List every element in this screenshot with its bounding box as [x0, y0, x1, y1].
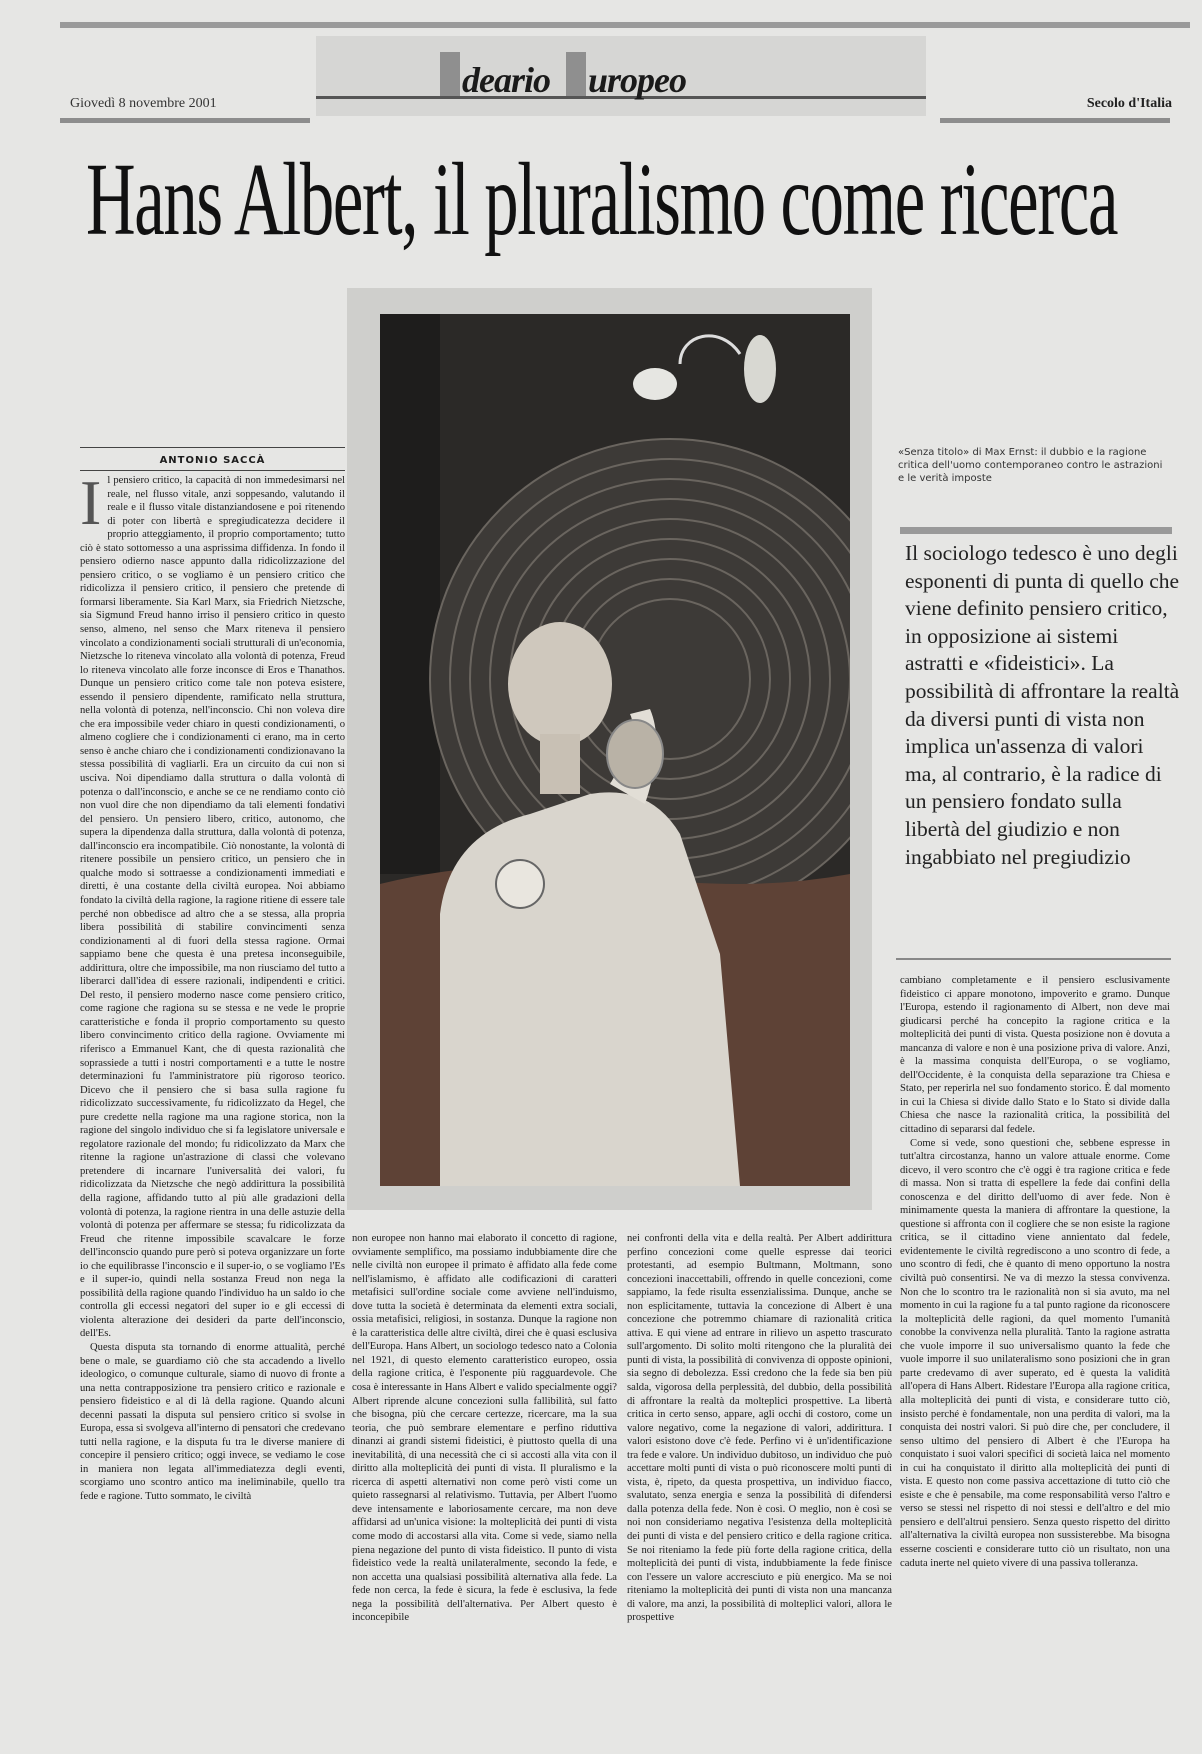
- column-rule: [896, 958, 1171, 960]
- pull-quote-rule: [900, 527, 1172, 534]
- section-initial-block-e: [566, 52, 586, 96]
- top-rule: [60, 22, 1190, 28]
- article-column-3: [627, 1232, 892, 1722]
- paragraph: Questa disputa sta tornando di enorme attualità, perché bene o male, se guardiamo ciò che sta accadendo a livello ideologico, o comunque culturale, siamo di nuovo di fronte a una netta contrapposizione tra pensiero critico e razionale e pensiero fideistico e al di là della ragione. Quando alcuni decenni passati la disputa sul pensiero critico si svolse in Europa, essa si svolgeva all'interno di pensatori che credevano tutti nella ragione, e la disputa fu tra le diverse maniere di concepire il pensiero critico; oggi invece, se vediamo le cose in maniera non legata all'immediatezza degli eventi, scorgiamo uno scontro antico ma ineliminabile, quello tra fede e ragione. Tutto sommato, le civiltà: [80, 1342, 345, 1503]
- byline-box: [80, 447, 345, 471]
- paragraph: Come si vede, sono questioni che, sebbene espresse in tutt'altra circostanza, hanno un valore attuale enorme. Come dicevo, il vero scontro che c'è oggi è tra ragione critica e fede di massa. Non si tratta di espellere la fede dai confini della conoscenza e del diritto dell'uomo di aver fede. Non è minimamente questa la maniera di affrontare la questione, la questione si affronta con il cogliere che se non esiste la ragione critica, se il cittadino viene annientato dal fedele, evidentemente le civiltà regrediscono a uno scontro di fede, a uno scontro di fedi, che è quanto di meno opportuno la nostra civiltà può consentirsi. Ne va di mezzo la stessa convivenza. Non che lo scontro tra le razionalità non si sia avuto, ma nel momento in cui la ragione fu a tal punto ragione da riconoscere la molteplicità delle ragioni, da quel momento l'umanità conobbe la convivenza nella pluralità. Tanto la ragione astratta che vuole imporre il suo universalismo quanto la fede che vuole imporre il suo unilateralismo sono posizioni che in gran parte credevamo di aver superato, ed è questa la validità all'opera di Hans Albert. Ridestare l'Europa alla ragione critica, alla molteplicità dei punti di vista, e considerare tutto ciò, insisto perché è fondamentale, non una perdita di valori, ma la conquista dei nostri valori. Si può dire che, per concludere, il senso ultimo del pensiero di Albert è che l'Europa ha conquistato i suoi valori specifici di società laica nel momento in cui ha conquistato il diritto alla molteplicità dei punti di vista. E questo non come passiva accettazione di tutto ciò che esiste e che è pensabile, ma come responsabilità verso l'altro e verso se stessi nel rispetto di noi stessi e dell'altro e del mio pensiero e dell'altrui pensiero. Senza questo rispetto del diritto all'alternativa la civiltà europea non sussisterebbe. Ma bisogna esserne coscienti e considerare tutto ciò un risultato, non una caduta inerte nel quieto vivere di una passiva tolleranza.: [900, 1137, 1170, 1569]
- article-column-2: [352, 1232, 617, 1722]
- drop-cap: I: [80, 474, 102, 538]
- paragraph: non europee non hanno mai elaborato il concetto di ragione, ovviamente semplifico, ma possiamo indubbiamente dire che nelle civiltà non europee il primato è affidato alla fede come nell'islamismo, è affidato alle codificazioni di caratteri metafisici sull'ordine sociale come avviene nell'induismo, dove tutta la società è determinata da elementi extra sociali, ossia metafisici, religiosi, in sostanza. Dunque la ragione non è la caratteristica delle altre civiltà, direi che è quasi esclusiva dell'Europa. Hans Albert, un sociologo tedesco nato a Colonia nel 1921, di questo elemento caratteristico europeo, ossia della ragione critica, è l'esponente più ragguardevole. Che cosa è interessante in Hans Albert e valido specialmente oggi? Albert riprende alcune concezioni sulla fallibilità, sul fatto che bisogna, più che cercare certezze, ricercare, ma la sua teoria, che può sembrare elementare e perfino riduttiva dinanzi ai grandi sistemi fideistici, è piuttosto quella di una inevitabilità, di una necessità che ci si accosti alla vita con il diritto alla molteplicità dei punti di vista. Il pluralismo e la ricerca di aspetti alternativi non come però visti come un quieto rassegnarsi al relativismo. Tuttavia, per Albert l'uomo deve intensamente e laboriosamente cercare, ma non deve affidarsi ad un'unica visione: la molteplicità dei punti di vista come modo di accostarsi alla vita. Come si vede, siamo nella piena negazione del punto di vista fideistico. Il punto di vista fideistico vede la realtà unilateralmente, secondo la fede, e non accetta una qualsiasi possibilità alternativa alla fede. La fede non cerca, la fede è sicura, la fede è esclusiva, la fede nega la possibilità dell'alternativa. Per Albert questo è inconcepibile: [352, 1233, 617, 1624]
- header-rule-right: [940, 118, 1170, 123]
- issue-date: Giovedì 8 novembre 2001: [70, 96, 217, 111]
- section-title: [440, 52, 686, 101]
- byline: ANTONIO SACCÀ: [159, 455, 266, 466]
- headline: Hans Albert, il pluralismo come ricerca: [86, 142, 1118, 257]
- section-initial-block-i: [440, 52, 460, 96]
- section-word-1: deario: [462, 60, 550, 100]
- paragraph: l pensiero critico, la capacità di non immedesimarsi nel reale, nel flusso vitale, anzi soppesando, valutando il reale e il flusso vitale distanziandosene e poi ritenendo di poter con libertà e spregiudicatezza decidere il proprio atteggiamento, il proprio comportamento; tutto ciò è stato sottomesso a una asprissima diffidenza. In fondo il pensiero odierno nasce appunto dalla ridicolizzazione del pensiero critico, o se vogliamo è un pensiero critico che ridicolizza il pensiero critico, il pensiero che pretende di formarsi liberamente. Sia Karl Marx, sia Friedrich Nietzsche, sia Sigmund Freud hanno irriso il pensiero critico in questo senso, almeno, nel senso che Marx riteneva il pensiero vincolato a condizionamenti sociali strutturali di un'economia, Nietzsche lo riteneva vincolato alla volontà di potenza, Freud lo riteneva vincolato alle forze inconsce di Eros e Thanathos. Dunque un pensiero critico come tale non poteva esistere, essendo il pensiero dipendente, ramificato nella struttura, nella volontà di potenza, nell'inconscio. Chi non voleva dire che era impossibile veder chiaro in questi condizionamenti, o almeno cogliere che i condizionamenti ci erano, ma in certo senso è anche chiaro che i condizionamenti condizionavano la stessa possibilità di vagliarli. Era un circuito da cui non si usciva. Noi dipendiamo dalla struttura o dalla volontà di potenza o dall'inconscio, e anche se ce ne rendiamo conto ciò non vuol dire che non dipendiamo da tali elementi fondativi del pensiero. Un pensiero libero, critico, autonomo, che supera la dipendenza dalla struttura, dalla volontà di potenza, dall'inconscio era incompatibile. Ciò nonostante, la volontà di ritenere possibile un pensiero critico, un pensiero che in qualche modo si sottraesse a condizionamenti immediati e diretti, è una costante della civiltà europea. Noi abbiamo fondato la civiltà della ragione, la ragione ritiene di essere tale perché non obbedisce ad altro che a se stessa, alla propria libera possibilità di stabilire convincimenti senza condizionamenti al di fuori della stessa ragione. Ormai sappiamo bene che questa è una pretesa inconseguibile, addirittura, oltre che impossibile, ma non riusciamo del tutto a liberarci dall'idea di essere razionali, indipendenti e critici. Del resto, il pensiero moderno nasce come pensiero critico, come ragione che ragiona su se stessa e ne vede le proprie caratteristiche e fonda il proprio comportamento su questo libero convincimento critico della ragione. Ovviamente mi riferisco a Emmanuel Kant, che di questa razionalità che soprassiede a tutti i nostri comportamenti e a tutte le nostre determinazioni fu l'amministratore più rigoroso teorico. Dicevo che il pensiero che si basa sulla ragione fu ridicolizzato successivamente, fu ridicolizzato da Hegel, che pure credette nella ragione ma una ragione storica, non la ragione del singolo individuo che si fa legislatore universale e regolatore razionale del mondo; fu ridicolizzato da Marx che ritenne la ragione un'astrazione di classi che volevano pretendere di incarnare l'universalità dei valori, fu ridicolizzata da Nietzsche che negò addirittura la possibilità della ragione, affidando tutto al più alle gradazioni della volontà di potenza, la ragione rientra in una delle astuzie della volontà di potenza per affermare se stessa; fu ridicolizzata da Freud che ritenne impossibile scavalcare le forze dell'inconscio quando pure però si poteva organizzare un forte io che equilibrasse l'inconscio e il super-io, o se vogliamo l'Es e il super-io, quindi nella sostanza Freud non nega la possibilità della ragione quando l'individuo ha un saldo io che controlla gli eccessi negatori del super io e gli eccessi di violenta alterazione dei desideri da parte dell'inconscio, dell'Es.: [80, 475, 345, 1340]
- pull-quote: Il sociologo tedesco è uno degli esponenti di punta di quello che viene definito pensiero critico, in opposizione ai sistemi astratti e «fideistici». La possibilità di affrontare la realtà da diversi punti di vista non implica un'assenza di valori ma, al contrario, è la radice di un pensiero fondato sulla libertà del giudizio e non ingabbiato nel pregiudizio: [905, 541, 1180, 869]
- paragraph: cambiano completamente e il pensiero esclusivamente fideistico ci appare monotono, impoverito e gramo. Dunque l'Europa, estendo il ragionamento di Albert, non deve mai giudicarsi perché ha concepito la ragione critica e la molteplicità dei punti di vista. Questa posizione non è dovuta a mancanza di valore e non è una posizione priva di valore. Anzi, è la massima conquista dell'Europa, o se vogliamo, dell'Occidente, è la conquista della separazione tra Chiesa e Stato, per reperirla nel suo fondamento storico. È dal momento in cui la Chiesa si divide dallo Stato e lo Stato si divide dalla Chiesa che nasce la razionalità critica, la possibilità del cittadino di separarsi dal fedele.: [900, 975, 1170, 1136]
- illustration-caption: «Senza titolo» di Max Ernst: il dubbio e la ragione critica dell'uomo contemporaneo contro le astrazioni e le verità imposte: [898, 447, 1163, 484]
- paragraph: nei confronti della vita e della realtà. Per Albert addirittura perfino concezioni come quelle espresse dai teorici protestanti, ad esempio Bultmann, Moltmann, sono concezioni inaccettabili, offrendo in quelle concezioni, come sappiamo, la fede risulta essenzialissima. Dunque, anche se non esplicitamente, tuttavia la concezione di Albert è una concezione che potremmo chiamare di razionalità critica attiva. E qui viene ad entrare in rilievo un aspetto trascurato sull'argomento. Di solito molti ritengono che la pluralità dei punti di vista, la possibilità di convivenza di opposte opinioni, sia segno di debolezza. Essi credono che la fede sia ben più salda, vigorosa della perplessità, del dubbio, della possibilità di affrontare la realtà da molteplici prospettive. La libertà critica in certo senso, appare, agli occhi di costoro, come un valore negativo, come la negazione di valori, addirittura. I valori esistono dove c'è fede. Perfino vi è un'identificazione tra fede e valore. Un individuo dubitoso, un individuo che può accettare molti punti di vista o può riconoscere molti punti di vista, è, ripeto, da questa prospettiva, un individuo fiacco, svalutato, senza energia e senza la possibilità di difendersi dalla potenza della fede. Non è così. O meglio, non è così se noi non consideriamo negativa l'esistenza della molteplicità dei punti di vista e del pensiero critico e della ragione critica. Se noi riteniamo la fede più forte della ragione critica, della molteplicità dei punti di vista, indubbiamente la fede finisce con l'essere un valore accresciuto e più energico. Ma se noi riteniamo la molteplicità dei punti di vista non una mancanza di valore, ma anzi, la possibilità di molteplici valori, allora le prospettive: [627, 1233, 892, 1624]
- newspaper-name: Secolo d'Italia: [1086, 96, 1172, 111]
- painting-dark-wall: [380, 314, 440, 874]
- article-column-1: [80, 474, 345, 1724]
- header-rule-left: [60, 118, 310, 123]
- section-word-2: uropeo: [588, 60, 687, 100]
- illustration-painting: [380, 314, 850, 1186]
- article-column-4: [900, 974, 1170, 1724]
